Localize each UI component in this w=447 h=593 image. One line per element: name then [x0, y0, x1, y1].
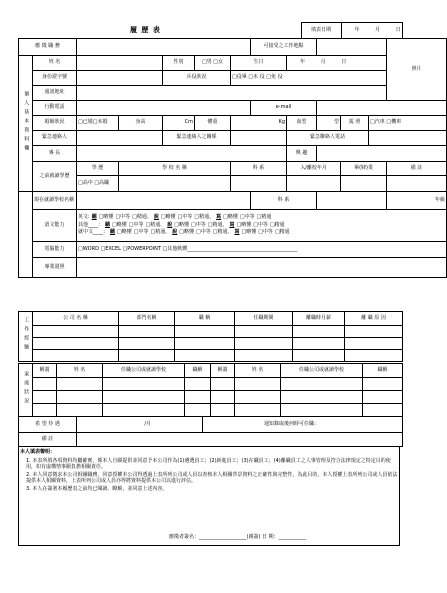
- family-cell[interactable]: [185, 404, 211, 417]
- fill-date-field[interactable]: 年 月 日: [341, 23, 402, 39]
- current-dept-label: 科 系: [251, 192, 317, 210]
- work-cell[interactable]: [33, 338, 119, 350]
- family-cell[interactable]: [281, 391, 363, 404]
- family-cell[interactable]: [33, 391, 57, 404]
- edu-school-field[interactable]: [119, 176, 231, 192]
- expectation-table: [18, 416, 403, 447]
- work-cell[interactable]: [345, 350, 403, 362]
- edu-col-dept: 科 系: [231, 162, 287, 176]
- blood-field[interactable]: 型: [317, 116, 341, 131]
- emergency-contact-label: 緊急連絡人: [33, 131, 77, 146]
- emergency-phone-field[interactable]: [369, 131, 447, 146]
- emergency-phone-label: 緊急聯絡人電話: [287, 131, 369, 146]
- basic-info-table: [18, 38, 447, 278]
- gender-label: 性別: [163, 56, 195, 71]
- computer-options[interactable]: □WORD □EXCEL □POWERPOINT □其他軟體____________________________________________: [77, 242, 447, 258]
- specialty-label: 專 長: [33, 146, 77, 162]
- statement-item-3: 3. 本人在簽署本履歷表之前均已閱讀、瞭解，並同意上述內容。: [26, 486, 168, 492]
- edu-hs-options[interactable]: □高中 □高職: [77, 176, 119, 192]
- edu-note-field[interactable]: [387, 176, 447, 192]
- work-cell[interactable]: [119, 350, 175, 362]
- start-date-field[interactable]: 通知錄取後何時可任職：: [203, 417, 403, 433]
- weight-label: 體重: [195, 116, 231, 131]
- name-label: 姓 名: [33, 56, 77, 71]
- basic-section-continued: [19, 192, 33, 278]
- birth-label: 生日: [231, 56, 287, 71]
- emergency-relation-field[interactable]: [231, 131, 287, 146]
- email-field[interactable]: [317, 101, 447, 116]
- emergency-contact-field[interactable]: [77, 131, 163, 146]
- military-label: 兵役狀況: [163, 71, 231, 86]
- hobby-field[interactable]: [317, 146, 447, 162]
- address-label: 通訊地址: [33, 86, 77, 101]
- id-label: 身份證字號: [33, 71, 77, 86]
- work-cell[interactable]: [175, 350, 235, 362]
- work-cell[interactable]: [345, 326, 403, 338]
- family-col-employer: 任職公司或就讀學校: [281, 364, 363, 378]
- family-cell[interactable]: [57, 404, 103, 417]
- current-school-label: 現在就讀學校名稱: [33, 192, 77, 210]
- family-cell[interactable]: [211, 404, 235, 417]
- work-col-dept: 部門名稱: [119, 312, 175, 326]
- work-col-company: 公 司 名 稱: [33, 312, 119, 326]
- weight-field[interactable]: Kg: [231, 116, 287, 131]
- work-cell[interactable]: [293, 350, 345, 362]
- gender-options[interactable]: □男 □女: [195, 56, 231, 71]
- family-cell[interactable]: [57, 391, 103, 404]
- language-options[interactable]: [77, 210, 447, 242]
- work-location-field[interactable]: [317, 39, 387, 56]
- resume-title: 履 歷 表: [130, 26, 161, 34]
- family-col-name: 姓 名: [235, 364, 281, 378]
- current-dept-field[interactable]: [317, 192, 387, 210]
- mobile-label: 行動電話: [33, 101, 77, 116]
- family-cell[interactable]: [235, 378, 281, 391]
- family-cell[interactable]: [363, 404, 403, 417]
- statement-item-2: 2. 本人同意徵求本公司相關職務，同意授權本公司得透過上表所列公司或人員以查核本人相關背景資料之正確性與完整性，為此目的，本人授權上表所列公司或人員依法提供本人相關資料，上表所列公司或人員亦得將資料提供本公司以進行評估。: [26, 472, 398, 484]
- certificate-field[interactable]: [77, 258, 447, 278]
- family-col-title: 職稱: [185, 364, 211, 378]
- work-cell[interactable]: [33, 350, 119, 362]
- edu-col-name: 學 校 名 稱: [119, 162, 231, 176]
- work-cell[interactable]: [345, 338, 403, 350]
- family-cell[interactable]: [103, 391, 185, 404]
- family-cell[interactable]: [211, 378, 235, 391]
- work-table: [18, 311, 403, 362]
- family-cell[interactable]: [103, 378, 185, 391]
- family-col-name: 姓 名: [57, 364, 103, 378]
- height-label: 身高: [119, 116, 163, 131]
- family-cell[interactable]: [281, 404, 363, 417]
- language-label: 語文能力: [33, 210, 77, 242]
- marital-options[interactable]: □已婚□未婚: [77, 116, 119, 131]
- family-cell[interactable]: [57, 378, 103, 391]
- email-label: e-mail: [251, 101, 317, 116]
- work-col-reason: 離 職 原 因: [345, 312, 403, 326]
- hobby-label: 興 趣: [287, 146, 317, 162]
- work-col-period: 任職期間: [235, 312, 293, 326]
- statement-heading: 本人填表聲明：: [20, 449, 56, 455]
- family-cell[interactable]: [185, 378, 211, 391]
- education-label: 之前就讀學歷: [33, 162, 77, 192]
- license-options[interactable]: □汽車 □機車: [369, 116, 447, 131]
- birth-field[interactable]: 年 月 日: [287, 56, 387, 71]
- family-cell[interactable]: [363, 391, 403, 404]
- edu-col-school: 學 歷: [77, 162, 119, 176]
- edu-status-field[interactable]: [341, 176, 387, 192]
- signature-line[interactable]: 應徵者簽名：___________________(親簽) 日 期：___________: [169, 534, 307, 540]
- family-col-employer: 任職公司或就讀學校: [103, 364, 185, 378]
- edu-period-field[interactable]: [287, 176, 341, 192]
- family-col-title: 職稱: [363, 364, 403, 378]
- remarks-field[interactable]: [77, 433, 403, 447]
- family-cell[interactable]: [103, 404, 185, 417]
- fill-date-label: 填表日期: [301, 23, 341, 39]
- position-field[interactable]: [77, 39, 251, 56]
- marital-label: 婚姻狀況: [33, 116, 77, 131]
- work-cell[interactable]: [175, 326, 235, 338]
- language-row-other: 其他____： 聽 □略懂 □中等 □精通、 說 □略懂 □中等 □精通、 寫 □略懂 □中等 □精通: [78, 221, 285, 228]
- work-cell[interactable]: [293, 326, 345, 338]
- family-cell[interactable]: [235, 391, 281, 404]
- family-cell[interactable]: [33, 404, 57, 417]
- family-cell[interactable]: [185, 391, 211, 404]
- computer-label: 電腦能力: [33, 242, 77, 258]
- license-label: 駕 照: [341, 116, 369, 131]
- work-cell[interactable]: [175, 338, 235, 350]
- family-cell[interactable]: [211, 391, 235, 404]
- photo-box[interactable]: 照片: [387, 39, 447, 101]
- grade-field[interactable]: 年級: [387, 192, 447, 210]
- work-cell[interactable]: [235, 326, 293, 338]
- specialty-field[interactable]: [77, 146, 287, 162]
- work-cell[interactable]: [235, 338, 293, 350]
- family-cell[interactable]: [281, 378, 363, 391]
- family-table: [18, 363, 403, 417]
- family-section-label: 家庭狀況: [19, 364, 33, 417]
- edu-col-note: 備 註: [387, 162, 447, 176]
- address-field[interactable]: [77, 86, 387, 101]
- position-label: 應 徵 職 務: [19, 39, 77, 56]
- work-cell[interactable]: [235, 350, 293, 362]
- work-col-leave: 離職時月薪: [293, 312, 345, 326]
- statement-item-1: 1. 本表所填各項資料均屬確實，係本人自願提供並同意予本公司作為(1)遴選員工；(2)新進員工；(3)在職員工；(4)離職員工之人事管理及符合法律規定之特定目的使用，如有虛構情事願負擔相關責任。: [26, 458, 391, 470]
- family-col-relation: 稱謂: [211, 364, 235, 378]
- work-col-title: 職 稱: [175, 312, 235, 326]
- id-field[interactable]: [77, 71, 163, 86]
- work-cell[interactable]: [293, 338, 345, 350]
- current-school-field[interactable]: [77, 192, 251, 210]
- work-section-label: 工作經驗: [19, 312, 33, 362]
- salary-field[interactable]: /月: [77, 417, 203, 433]
- military-options[interactable]: □役畢 □未 役 □免 役: [231, 71, 387, 86]
- height-field[interactable]: Cm: [163, 116, 195, 131]
- emergency-relation-label: 緊急連絡人之關係: [163, 131, 231, 146]
- name-field[interactable]: [77, 56, 163, 71]
- salary-label: 希 望 待 遇: [19, 417, 77, 433]
- work-cell[interactable]: [33, 326, 119, 338]
- statement-box: [18, 446, 400, 546]
- edu-col-status: 畢(肄)業: [341, 162, 387, 176]
- header-table: [18, 22, 403, 39]
- family-cell[interactable]: [33, 378, 57, 391]
- family-cell[interactable]: [235, 404, 281, 417]
- family-col-relation: 稱謂: [33, 364, 57, 378]
- work-location-label: 可接受之工作地點: [251, 39, 317, 56]
- family-cell[interactable]: [363, 378, 403, 391]
- remarks-label: 備 註: [19, 433, 77, 447]
- language-row-chinese: 就中文____： 聽 □略懂 □中等 □精通、 說 □略懂 □中等 □精通、 寫 □略懂 □中等 □精通: [78, 229, 290, 236]
- language-row-english: 英文: 聽 □略懂 □中等 □精通、 說 □略懂 □中等 □精通、 寫 □略懂 □中等 □精通: [78, 214, 272, 221]
- blood-label: 血型: [287, 116, 317, 131]
- certificate-label: 專業證照: [33, 258, 77, 278]
- work-cell[interactable]: [119, 326, 175, 338]
- work-cell[interactable]: [119, 338, 175, 350]
- edu-col-period: 入/離校年月: [287, 162, 341, 176]
- basic-section-label: 個人基本資料欄: [19, 56, 33, 192]
- edu-dept-field[interactable]: [231, 176, 287, 192]
- mobile-field[interactable]: [77, 101, 251, 116]
